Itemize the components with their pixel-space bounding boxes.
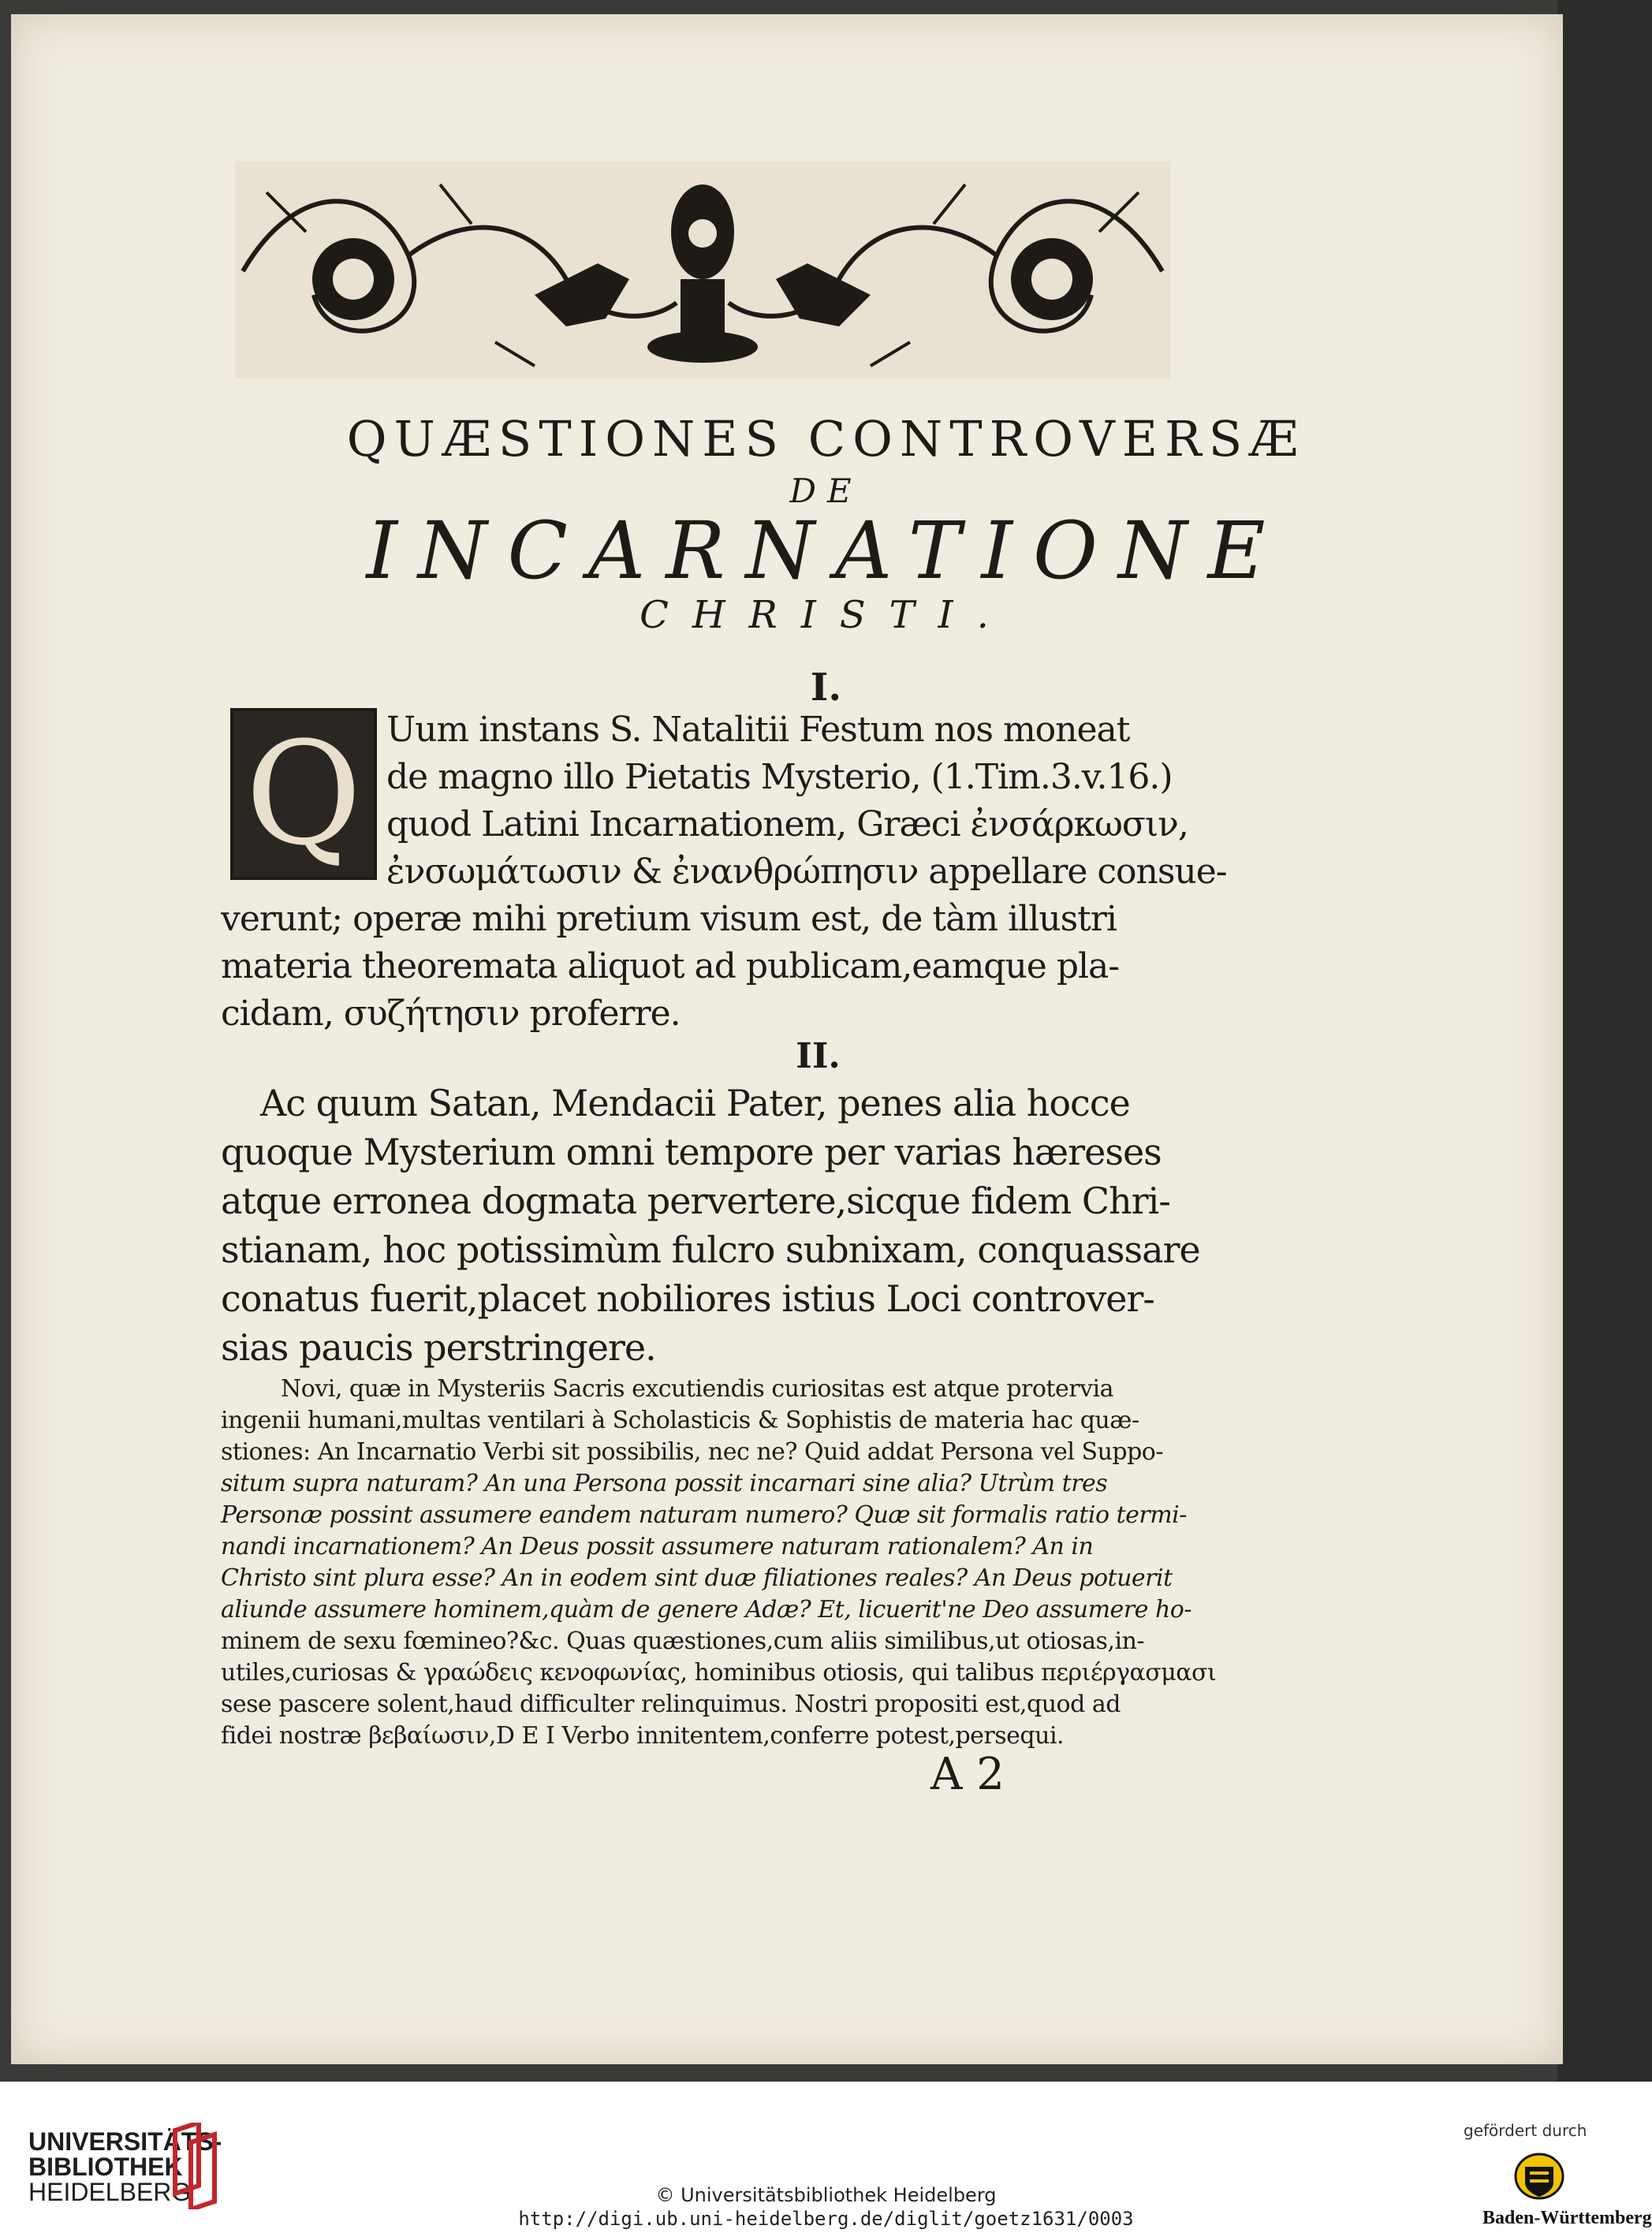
note-line: sese pascere solent,haud difficulter relinquimus. Nostri propositi est,quod ad: [221, 1691, 1121, 1718]
title-line-2: DE: [789, 472, 863, 510]
note-line: stiones: An Incarnatio Verbi sit possibilis, nec ne? Quid addat Persona vel Suppo-: [221, 1438, 1164, 1466]
library-line-1: UNIVERSITÄTS-: [28, 2127, 222, 2156]
library-line-3: HEIDELBERG: [28, 2178, 192, 2206]
section1-line: ἐνσωμάτωσιν & ἐνανθρώπησιν appellare consue-: [386, 852, 1227, 892]
section1-line: verunt; operæ mihi pretium visum est, de tàm illustri: [221, 899, 1117, 939]
section2-line: conatus fuerit,placet nobiliores istius Loci controver-: [221, 1277, 1154, 1320]
note-line: Novi, quæ in Mysteriis Sacris excutiendis curiositas est atque protervia: [281, 1375, 1113, 1403]
note-line: Personæ possint assumere eandem naturam numero? Quæ sit formalis ratio termi-: [221, 1501, 1187, 1529]
note-line: situm supra naturam? An una Persona possit incarnari sine alia? Utrùm tres: [221, 1470, 1108, 1497]
note-line: nandi incarnationem? An Deus possit assumere naturam rationalem? An in: [221, 1533, 1094, 1560]
copyright-notice: © Universitätsbibliothek Heidelberg: [655, 2184, 997, 2206]
note-line: minem de sexu fœmineo?&c. Quas quæstiones,cum aliis similibus,ut otiosas,in-: [221, 1627, 1145, 1655]
note-line: fidei nostræ βεβαίωσιν,D E I Verbo innitentem,conferre potest,persequi.: [221, 1722, 1065, 1750]
section1-line: Uum instans S. Natalitii Festum nos moneat: [386, 710, 1130, 750]
note-line: Christo sint plura esse? An in eodem sint duæ filiationes reales? An Deus potuerit: [221, 1564, 1173, 1592]
title-line-3: INCARNATIONE: [366, 505, 1286, 597]
section1-line: de magno illo Pietatis Mysterio, (1.Tim.3.v.16.): [386, 757, 1173, 797]
signature-mark: A 2: [930, 1749, 1005, 1800]
title-line-4: CHRISTI.: [640, 593, 1012, 637]
section2-line: quoque Mysterium omni tempore per varias hæreses: [221, 1131, 1162, 1173]
section-number-2: II.: [796, 1036, 841, 1076]
section-number-1: I.: [810, 665, 842, 710]
woodcut-headpiece-ornament: [235, 161, 1170, 378]
section2-line: stianam, hoc potissimùm fulcro subnixam, conquassare: [221, 1228, 1200, 1271]
initial-letter: Q: [245, 711, 362, 877]
note-line: aliunde assumere hominem,quàm de genere Adæ? Et, licuerit'ne Deo assumere ho-: [221, 1596, 1191, 1623]
funder-name: Baden-Württemberg: [1482, 2208, 1652, 2228]
permalink-url[interactable]: http://digi.ub.uni-heidelberg.de/diglit/goetz1631/0003: [518, 2208, 1134, 2230]
section1-line: quod Latini Incarnationem, Græci ἐνσάρκωσιν,: [386, 804, 1188, 844]
section1-line: cidam, συζήτησιν proferre.: [221, 993, 681, 1034]
decorated-initial: [230, 708, 377, 880]
library-line-2: BIBLIOTHEK: [28, 2153, 183, 2181]
funded-by-label: gefördert durch: [1464, 2121, 1587, 2140]
section2-line: Ac quum Satan, Mendacii Pater, penes alia hocce: [260, 1082, 1130, 1124]
section1-line: materia theoremata aliquot ad publicam,eamque pla-: [221, 946, 1120, 986]
note-line: ingenii humani,multas ventilari à Scholasticis & Sophistis de materia hac quæ-: [221, 1407, 1139, 1434]
note-line: utiles,curiosas & γραώδεις κενοφωνίας, hominibus otiosis, qui talibus περιέργασμασι: [221, 1659, 1217, 1687]
baden-wuerttemberg-seal-icon[interactable]: [1514, 2151, 1564, 2201]
section2-line: atque erronea dogmata pervertere,sicque fidem Chri-: [221, 1180, 1170, 1222]
title-line-1: QUÆSTIONES CONTROVERSÆ: [346, 410, 1306, 468]
section2-line: sias paucis perstringere.: [221, 1326, 656, 1369]
